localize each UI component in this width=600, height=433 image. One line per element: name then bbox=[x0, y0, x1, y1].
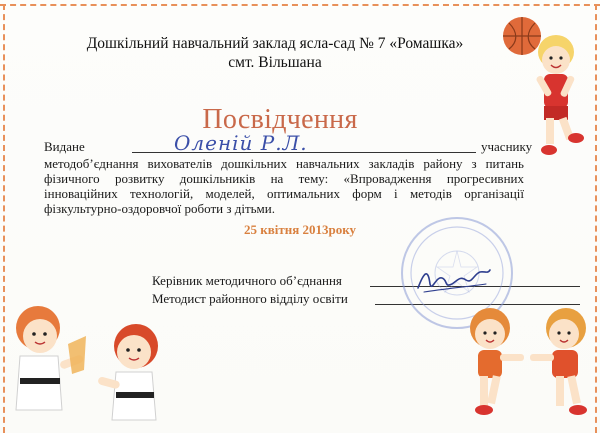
frame-left-border bbox=[3, 4, 5, 433]
document-title: Посвідчення bbox=[202, 104, 358, 135]
frame-top-border bbox=[0, 4, 600, 6]
institution-header bbox=[40, 34, 510, 72]
handwritten-signature-icon bbox=[414, 262, 494, 298]
issued-suffix: учаснику bbox=[481, 139, 533, 154]
head-signature-label: Керівник методичного об’єднання bbox=[152, 273, 342, 288]
running-kids-illustration-icon bbox=[460, 304, 598, 430]
karate-kids-illustration-icon bbox=[6, 300, 166, 430]
recipient-name: Оленій Р.Л. bbox=[174, 131, 308, 155]
methodist-signature-label: Методист районного відділу освіти bbox=[152, 291, 348, 306]
certificate-date: 25 квітня 2013року bbox=[243, 222, 357, 237]
issued-label: Видане bbox=[44, 139, 85, 154]
institution-name: Дошкільний навчальний заклад ясла-сад № 7 «Ромашка» bbox=[86, 35, 464, 52]
issued-row bbox=[44, 131, 533, 157]
basketball-boy-illustration-icon bbox=[498, 12, 590, 162]
institution-location: смт. Вільшана bbox=[228, 54, 322, 71]
head-signature-row bbox=[152, 273, 582, 291]
certificate-body-text: методоб’єднання вихователів дошкільних навчальних закладів району з питань фізичного розвитку дошкільників на тему: «Впровадження прогресивних інноваційних технологій, моделей, оптимальних форм і методів організації фізкультурно-оздоровчої роботи з дітьми. bbox=[44, 156, 524, 216]
